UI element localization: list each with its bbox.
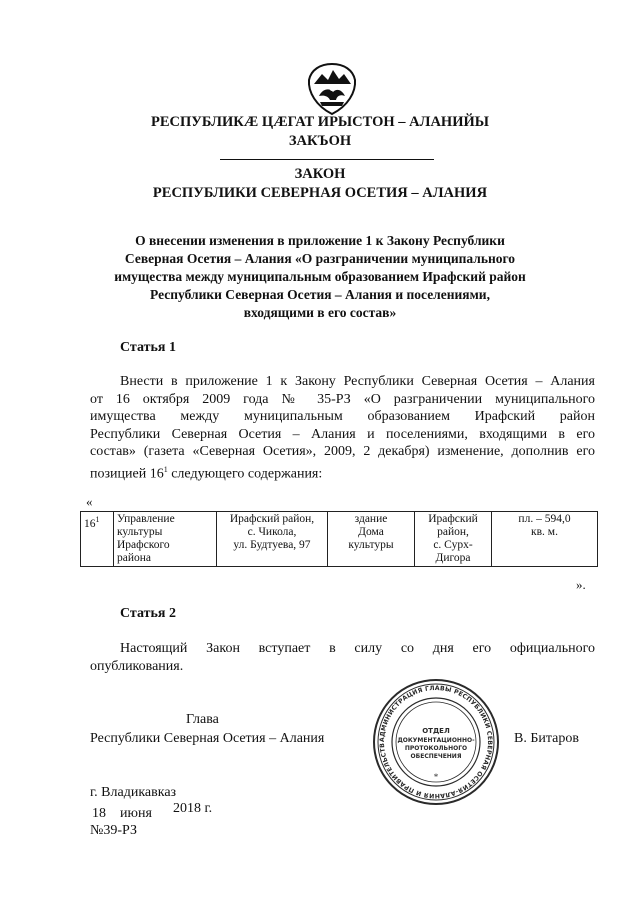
table-row bbox=[81, 512, 598, 567]
svg-text:ОТДЕЛ: ОТДЕЛ bbox=[422, 727, 450, 735]
subject-line: О внесении изменения в приложение 1 к Закону Республики bbox=[135, 233, 505, 248]
ossetian-law-title: ЗАКЪОН bbox=[288, 133, 352, 149]
subject-line: имущества между муниципальным образованием Ирафский район bbox=[114, 269, 526, 284]
seal-ring-text: АДМИНИСТРАЦИЯ ГЛАВЫ РЕСПУБЛИКИ СЕВЕРНАЯ ОСЕТИЯ-АЛАНИЯ И ПРАВИТЕЛЬСТВ bbox=[378, 684, 494, 800]
cell-text: с. Чикола, bbox=[247, 526, 297, 538]
cell-text: культуры bbox=[348, 539, 394, 551]
date-year: 2018 г. bbox=[173, 801, 213, 816]
svg-text:ДОКУМЕНТАЦИОННО-: ДОКУМЕНТАЦИОННО- bbox=[397, 737, 475, 744]
cell-number bbox=[81, 512, 114, 567]
article-1-line: от 16 октября 2009 года № 35-РЗ «О разграничении муниципального bbox=[90, 391, 595, 407]
position-ref: позицией 16 bbox=[90, 466, 164, 482]
cell-text: ул. Будтуева, 97 bbox=[233, 539, 311, 551]
cell-text: район, bbox=[437, 526, 469, 538]
cell-text: Дигора bbox=[435, 552, 471, 564]
law-number: №39-РЗ bbox=[90, 823, 137, 838]
date-month: июня bbox=[120, 806, 152, 821]
cell-settlement bbox=[415, 512, 492, 567]
cell-area bbox=[492, 512, 598, 567]
cell-object bbox=[328, 512, 415, 567]
official-seal-stamp bbox=[372, 678, 500, 806]
article-2-text bbox=[90, 640, 595, 675]
quote-open: « bbox=[86, 494, 93, 509]
coat-of-arms-emblem bbox=[306, 62, 358, 116]
article-1-line: имущества между муниципальным образованием Ирафский район bbox=[90, 409, 595, 424]
cell-text: района bbox=[117, 552, 152, 564]
cell-text: здание bbox=[354, 513, 388, 525]
article-1-line: состав» (газета «Северная Осетия», 2009, 2 декабря) изменение, дополнив его bbox=[90, 444, 595, 459]
cell-text: культуры bbox=[117, 526, 163, 538]
header-divider bbox=[220, 159, 434, 160]
city: г. Владикавказ bbox=[90, 785, 177, 800]
cell-text: пл. – 594,0 bbox=[518, 513, 571, 525]
cell-text: Ирафский район, bbox=[229, 513, 315, 525]
russian-law-title: ЗАКОН bbox=[294, 166, 346, 182]
article-1-line: Внести в приложение 1 к Закону Республики Северная Осетия – Алания bbox=[120, 374, 595, 389]
article-1-text bbox=[90, 373, 595, 483]
cell-owner bbox=[114, 512, 217, 567]
svg-text:ОБЕСПЕЧЕНИЯ: ОБЕСПЕЧЕНИЯ bbox=[410, 753, 462, 760]
subject-line: входящими в его состав» bbox=[243, 305, 397, 320]
date-day: 18 bbox=[92, 806, 106, 821]
article-2-heading: Статья 2 bbox=[120, 606, 176, 621]
svg-text:*: * bbox=[433, 772, 439, 782]
inserted-position-table bbox=[80, 511, 598, 567]
signatory-name: В. Битаров bbox=[514, 731, 579, 746]
article-1-line bbox=[90, 461, 595, 483]
cell-text: с. Сурх- bbox=[433, 539, 473, 551]
svg-text:ПРОТОКОЛЬНОГО: ПРОТОКОЛЬНОГО bbox=[404, 745, 468, 752]
article-2-line: Настоящий Закон вступает в силу со дня его официального bbox=[120, 641, 595, 656]
subject-line: Северная Осетия – Алания «О разграничении муниципального bbox=[124, 251, 516, 266]
cell-address bbox=[217, 512, 328, 567]
signatory-role-full: Республики Северная Осетия – Алания bbox=[90, 731, 325, 746]
signatory-role: Глава bbox=[186, 712, 219, 727]
article-1-heading: Статья 1 bbox=[120, 340, 176, 355]
subject-line: Республики Северная Осетия – Алания и поселениями, bbox=[150, 287, 490, 302]
quote-close: ». bbox=[576, 577, 586, 592]
cell-number-sup: 1 bbox=[95, 515, 100, 524]
cell-text: Дома bbox=[358, 526, 384, 538]
cell-number-text: 16 bbox=[84, 517, 96, 530]
cell-text: Управление bbox=[117, 513, 175, 525]
cell-text: кв. м. bbox=[531, 526, 558, 538]
russian-republic-title: РЕСПУБЛИКИ СЕВЕРНАЯ ОСЕТИЯ – АЛАНИЯ bbox=[152, 185, 488, 201]
article-2-line: опубликования. bbox=[90, 658, 184, 674]
cell-text: Ирафского bbox=[117, 539, 170, 551]
position-ref-tail: следующего содержания: bbox=[167, 466, 323, 482]
cell-text: Ирафский bbox=[428, 513, 478, 525]
article-1-line: Республики Северная Осетия – Алания и поселениями, входящими в его bbox=[90, 426, 595, 442]
ossetian-republic-title: РЕСПУБЛИКÆ ЦÆГАТ ИРЫСТОН – АЛАНИЙЫ bbox=[151, 114, 489, 130]
position-ref-sup: 1 bbox=[163, 464, 168, 474]
